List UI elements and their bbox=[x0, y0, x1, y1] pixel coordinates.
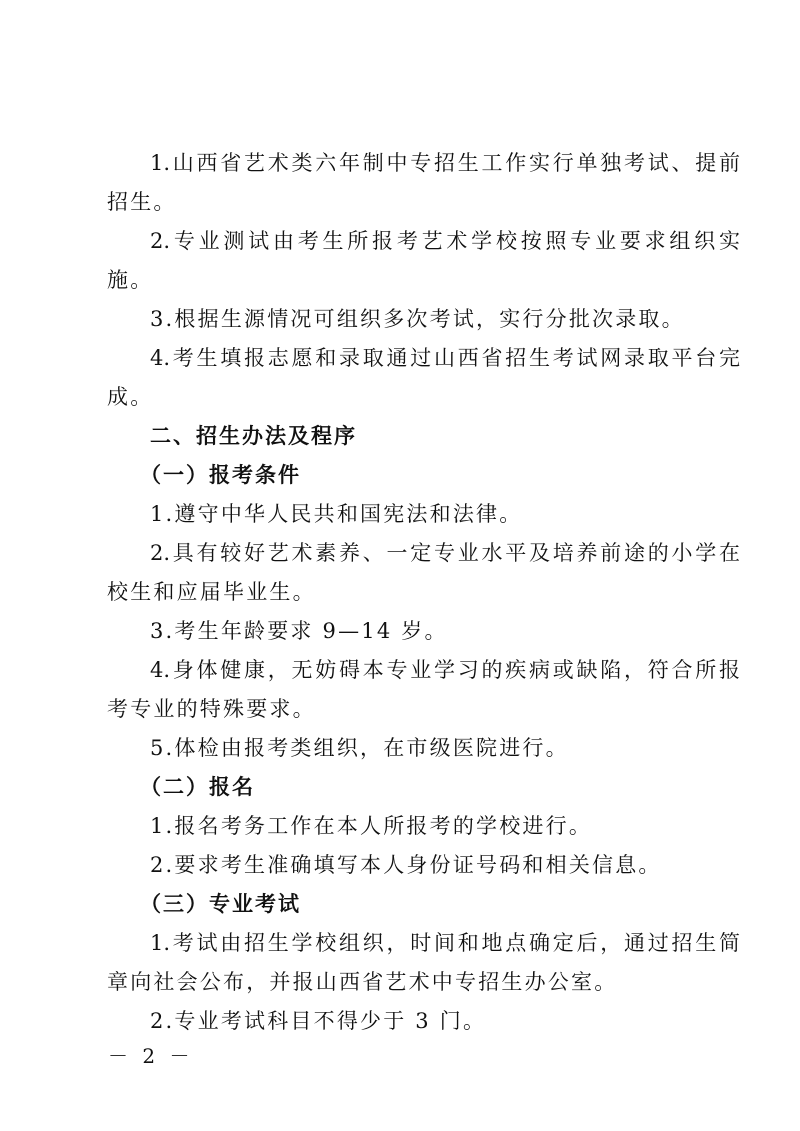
paragraph-line: 4.考生填报志愿和录取通过山西省招生考试网录取平台完 bbox=[150, 346, 740, 370]
paragraph-line: 2.专业测试由考生所报考艺术学校按照专业要求组织实 bbox=[150, 229, 740, 253]
paragraph-line: 2.要求考生准确填写本人身份证号码和相关信息。 bbox=[150, 853, 662, 877]
page-number: － 2 － bbox=[108, 1044, 194, 1068]
paragraph-line: 5.体检由报考类组织，在市级医院进行。 bbox=[150, 736, 569, 760]
paragraph-line: 1.考试由招生学校组织，时间和地点确定后，通过招生简 bbox=[150, 931, 740, 955]
paragraph-line: 1.报名考务工作在本人所报考的学校进行。 bbox=[150, 814, 593, 838]
paragraph-line: 1.遵守中华人民共和国宪法和法律。 bbox=[150, 502, 523, 526]
subsection-heading: （三）专业考试 bbox=[140, 892, 301, 916]
paragraph-line: 章向社会公布，并报山西省艺术中专招生办公室。 bbox=[107, 970, 618, 994]
section-heading: 二、招生办法及程序 bbox=[150, 424, 357, 448]
paragraph-line: 校生和应届毕业生。 bbox=[107, 580, 316, 604]
paragraph-line: 2.具有较好艺术素养、一定专业水平及培养前途的小学在 bbox=[150, 541, 740, 565]
subsection-heading: （一）报考条件 bbox=[140, 463, 301, 487]
subsection-heading: （二）报名 bbox=[140, 775, 255, 799]
paragraph-line: 3.考生年龄要求 9—14 岁。 bbox=[150, 619, 448, 643]
paragraph-line: 1.山西省艺术类六年制中专招生工作实行单独考试、提前 bbox=[150, 151, 740, 175]
paragraph-line: 招生。 bbox=[107, 190, 177, 214]
paragraph-line: 4.身体健康，无妨碍本专业学习的疾病或缺陷，符合所报 bbox=[150, 658, 740, 682]
paragraph-line: 成。 bbox=[107, 385, 154, 409]
paragraph-line: 考专业的特殊要求。 bbox=[107, 697, 316, 721]
paragraph-line: 施。 bbox=[107, 268, 154, 292]
paragraph-line: 2.专业考试科目不得少于 3 门。 bbox=[150, 1009, 487, 1033]
paragraph-line: 3.根据生源情况可组织多次考试，实行分批次录取。 bbox=[150, 307, 685, 331]
